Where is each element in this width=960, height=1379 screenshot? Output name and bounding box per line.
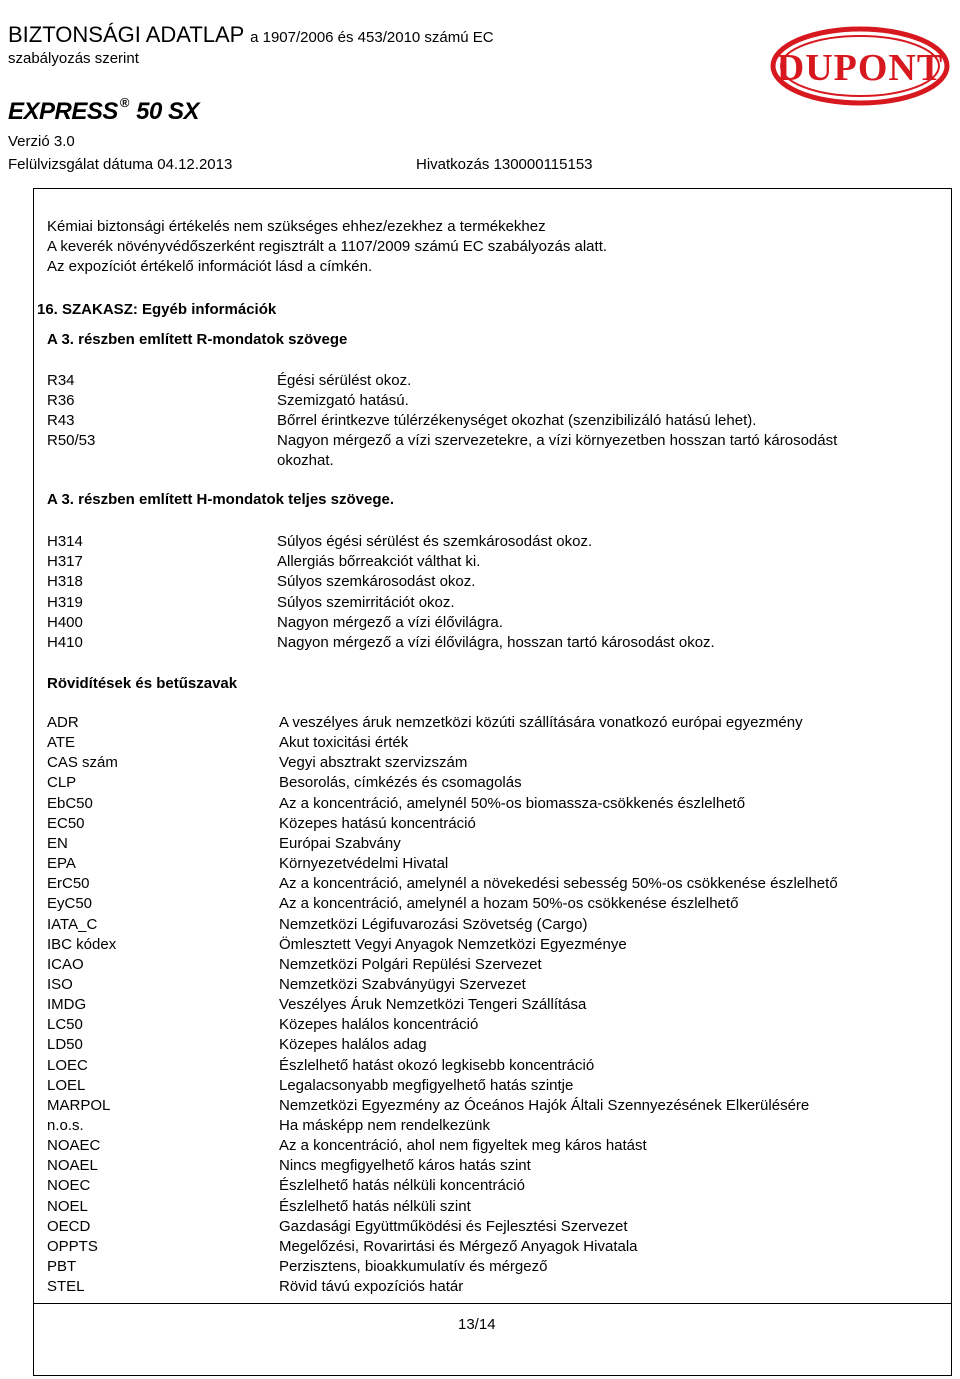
abbreviation-code: ErC50 [47,875,90,893]
abbreviation-text: Az a koncentráció, ahol nem figyeltek meg káros hatást [279,1137,647,1155]
h-phrase-code: H318 [47,573,83,591]
reference-number: Hivatkozás 130000115153 [416,156,593,173]
h-phrase-text: Nagyon mérgező a vízi élővilágra. [277,613,503,631]
abbreviation-text: Megelőzési, Rovarirtási és Mérgező Anyagok Hivatala [279,1237,638,1255]
svg-text:DUPONT: DUPONT [776,47,944,89]
abbreviation-code: EyC50 [47,895,93,913]
h-phrase-code: H314 [47,533,83,550]
h-phrase-code: H319 [47,593,83,611]
intro-line: A keverék növényvédőszerként regisztrált a 1107/2009 számú EC szabályozás alatt. [47,238,608,255]
r-phrase-text: Szemizgató hatású. [277,392,409,409]
abbreviation-text: Nincs megfigyelhető káros hatás szint [279,1157,531,1175]
abbreviation-code: LD50 [47,1036,83,1054]
abbreviation-code: ADR [47,714,79,731]
h-phrases-heading: A 3. részben említett H-mondatok teljes szövege. [47,491,395,508]
document-title [8,22,494,51]
abbreviation-code: NOAEL [47,1157,98,1175]
abbreviation-text: Észlelhető hatás nélküli koncentráció [279,1177,525,1195]
version: Verzió 3.0 [8,133,75,150]
abbreviation-code: ISO [47,975,73,993]
h-phrase-text: Súlyos szemirritációt okoz. [277,593,455,611]
page-number: 13/14 [458,1316,496,1333]
abbreviation-text: Nemzetközi Egyezmény az Óceános Hajók Általi Szennyezésének Elkerülésére [279,1096,810,1114]
r-phrase-text-continued: okozhat. [277,452,334,469]
h-phrase-text: Nagyon mérgező a vízi élővilágra, hosszan tartó károsodást okoz. [277,634,715,651]
abbreviation-code: OECD [47,1217,91,1235]
abbreviation-text: Az a koncentráció, amelynél 50%-os biomassza-csökkenés észlelhető [279,794,746,812]
abbreviation-text: Közepes hatású koncentráció [279,814,476,832]
abbreviation-code: IATA_C [47,915,98,933]
abbreviation-code: n.o.s. [47,1117,84,1134]
abbreviation-code: EC50 [47,814,85,832]
title-main: BIZTONSÁGI ADATLAP [8,22,244,47]
product-name [8,95,199,126]
abbreviation-code: IBC kódex [47,935,117,953]
abbreviation-text: Közepes halálos adag [279,1036,427,1054]
intro-line: Az expozíciót értékelő információt lásd a címkén. [47,258,373,275]
abbreviation-code: NOEL [47,1197,88,1215]
product-name-suffix: 50 SX [136,98,200,125]
abbreviation-text: Nemzetközi Légifuvarozási Szövetség (Cargo) [279,915,588,933]
title-regulation-2: szabályozás szerint [8,50,139,67]
r-phrase-text: Bőrrel érintkezve túlérzékenységet okozhat (szenzibilizáló hatású lehet). [277,412,757,429]
abbreviation-text: Európai Szabvány [279,834,401,852]
abbreviation-text: Környezetvédelmi Hivatal [279,855,449,873]
abbreviation-code: LOEL [47,1076,86,1094]
abbreviation-code: STEL [47,1278,85,1296]
abbreviation-text: Nemzetközi Szabványügyi Szervezet [279,975,526,993]
abbreviation-code: LOEC [47,1056,88,1074]
r-phrase-code: R50/53 [47,432,96,449]
abbreviation-code: EbC50 [47,794,93,812]
abbreviation-text: Legalacsonyabb megfigyelhető hatás szintje [279,1076,574,1094]
r-phrases-heading: A 3. részben említett R-mondatok szövege [47,331,348,348]
intro-line: Kémiai biztonsági értékelés nem szükséges ehhez/ezekhez a termékekhez [47,218,546,235]
abbreviation-text: Perzisztens, bioakkumulatív és mérgező [279,1258,548,1276]
registered-mark: ® [119,95,129,110]
abbreviation-code: NOAEC [47,1137,101,1155]
r-phrase-text: Nagyon mérgező a vízi szervezetekre, a vízi környezetben hosszan tartó károsodást [277,432,838,449]
abbreviation-text: Besorolás, címkézés és csomagolás [279,774,522,792]
abbreviation-text: Vegyi absztrakt szervizszám [279,754,468,772]
r-phrase-code: R34 [47,372,75,389]
abbreviation-text: Ha másképp nem rendelkezünk [279,1117,490,1134]
review-date: Felülvizsgálat dátuma 04.12.2013 [8,156,233,173]
abbreviations-heading: Rövidítések és betűszavak [47,675,238,692]
abbreviation-code: EPA [47,855,76,873]
abbreviation-code: CAS szám [47,754,118,772]
abbreviation-text: Ömlesztett Vegyi Anyagok Nemzetközi Egyezménye [279,935,627,953]
dupont-logo [770,26,950,111]
r-phrase-text: Égési sérülést okoz. [277,372,412,389]
abbreviation-text: Gazdasági Együttműködési és Fejlesztési Szervezet [279,1217,628,1235]
abbreviation-text: A veszélyes áruk nemzetközi közúti szállítására vonatkozó európai egyezmény [279,714,803,731]
h-phrase-code: H317 [47,553,83,571]
abbreviation-text: Nemzetközi Polgári Repülési Szervezet [279,955,542,973]
abbreviation-code: LC50 [47,1016,83,1034]
product-name-main: EXPRESS [8,98,118,125]
abbreviation-code: IMDG [47,996,87,1014]
abbreviation-text: Közepes halálos koncentráció [279,1016,479,1034]
r-phrase-code: R36 [47,392,75,409]
abbreviation-code: OPPTS [47,1237,98,1255]
h-phrase-text: Súlyos szemkárosodást okoz. [277,573,476,591]
abbreviation-text: Rövid távú expozíciós határ [279,1278,464,1296]
abbreviation-text: Az a koncentráció, amelynél a növekedési sebesség 50%-os csökkenése észlelhető [279,875,838,893]
abbreviation-code: ATE [47,734,76,752]
abbreviation-code: CLP [47,774,77,792]
abbreviation-code: EN [47,834,68,852]
abbreviation-text: Veszélyes Áruk Nemzetközi Tengeri Szállítása [279,996,587,1014]
h-phrase-text: Allergiás bőrreakciót válthat ki. [277,553,481,571]
r-phrase-code: R43 [47,412,75,429]
h-phrase-code: H400 [47,613,83,631]
h-phrase-text: Súlyos égési sérülést és szemkárosodást okoz. [277,533,593,550]
abbreviation-text: Az a koncentráció, amelynél a hozam 50%-os csökkenése észlelhető [279,895,739,913]
section-heading: 16. SZAKASZ: Egyéb információk [37,301,277,318]
h-phrase-code: H410 [47,634,83,651]
abbreviation-text: Észlelhető hatást okozó legkisebb koncentráció [279,1056,595,1074]
footer-divider [33,1303,952,1304]
abbreviation-code: NOEC [47,1177,91,1195]
abbreviation-text: Akut toxicitási érték [279,734,409,752]
abbreviation-code: MARPOL [47,1096,111,1114]
abbreviation-code: ICAO [47,955,84,973]
abbreviation-text: Észlelhető hatás nélküli szint [279,1197,471,1215]
title-regulation: a 1907/2006 és 453/2010 számú EC [250,29,494,46]
abbreviation-code: PBT [47,1258,77,1276]
